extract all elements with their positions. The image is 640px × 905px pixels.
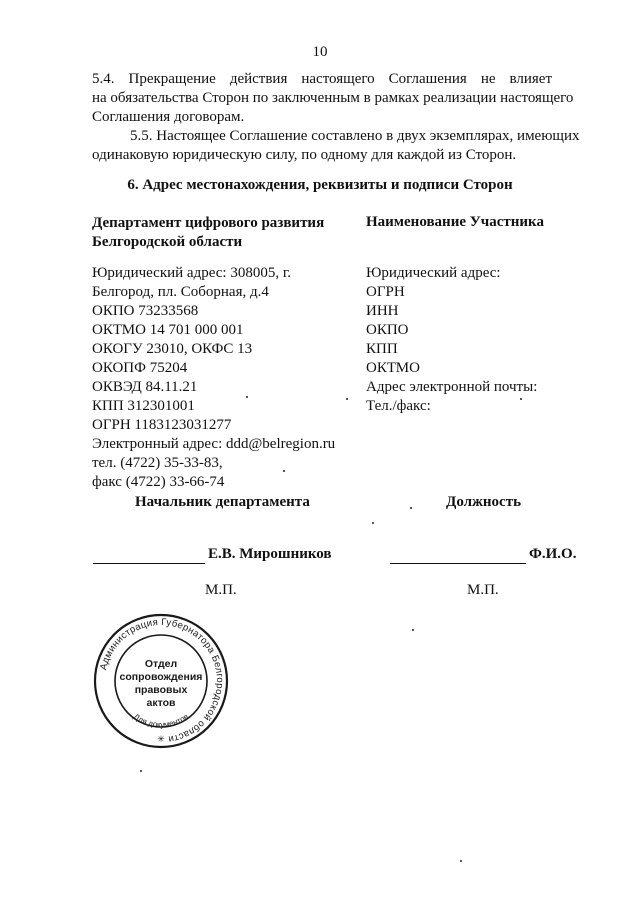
left-party-name-line: Департамент цифрового развития: [92, 215, 325, 231]
detail-line: Электронный адрес: ddd@belregion.ru: [92, 436, 336, 452]
right-position: Должность: [446, 494, 522, 510]
detail-line: ОГРН 1183123031277: [92, 417, 232, 433]
left-signature-line: [93, 563, 205, 564]
detail-line: ИНН: [366, 303, 399, 319]
clause-line: 5.4. Прекращение действия настоящего Соглашения не влияет: [92, 71, 552, 87]
left-seal-place: М.П.: [205, 582, 237, 598]
right-seal-place: М.П.: [467, 582, 499, 598]
detail-line: Тел./факс:: [366, 398, 431, 414]
left-party-name-line: Белгородской области: [92, 234, 243, 250]
page-number: 10: [312, 44, 328, 60]
clause-5-4: [92, 70, 574, 127]
stamp-ring-text: Администрация Губернатора Белгородской области: [98, 616, 226, 745]
left-party-details: [92, 264, 335, 492]
detail-line: КПП 312301001: [92, 398, 195, 414]
stamp-bottom-text: Для документов: [131, 712, 191, 730]
svg-text:✳: ✳: [157, 735, 165, 745]
clause-line: 5.5. Настоящее Соглашение составлено в двух экземплярах, имеющих: [130, 128, 580, 144]
detail-line: Адрес электронной почты:: [366, 379, 538, 395]
detail-line: ОКОПФ 75204: [92, 360, 188, 376]
right-party-details: [366, 264, 537, 416]
right-party-name: Наименование Участника: [366, 214, 544, 230]
detail-line: ОКПО: [366, 322, 409, 338]
stamp-seal-icon: [92, 612, 230, 750]
detail-line: Белгород, пл. Соборная, д.4: [92, 284, 269, 300]
detail-line: факс (4722) 33-66-74: [92, 474, 225, 490]
stamp-center-line: актов: [146, 697, 176, 709]
clause-5-5: [92, 127, 580, 165]
right-signature-line: [390, 563, 526, 564]
detail-line: Юридический адрес: 308005, г.: [92, 265, 292, 281]
left-signatory: Е.В. Мирошников: [208, 546, 332, 562]
detail-line: ОКТМО: [366, 360, 420, 376]
detail-line: ОГРН: [366, 284, 405, 300]
detail-line: ОКПО 73233568: [92, 303, 199, 319]
detail-line: тел. (4722) 35-33-83,: [92, 455, 223, 471]
detail-line: ОКТМО 14 701 000 001: [92, 322, 244, 338]
left-party-name: [92, 214, 324, 252]
left-position: Начальник департамента: [135, 494, 310, 510]
detail-line: Юридический адрес:: [366, 265, 501, 281]
clause-line: Соглашения договорам.: [92, 109, 245, 125]
stamp-center-line: сопровождения: [119, 671, 203, 683]
detail-line: ОКВЭД 84.11.21: [92, 379, 198, 395]
detail-line: КПП: [366, 341, 398, 357]
svg-text:Для документов: [132, 712, 190, 729]
section-title: 6. Адрес местонахождения, реквизиты и подписи Сторон: [127, 177, 513, 193]
right-signatory: Ф.И.О.: [529, 546, 577, 562]
detail-line: ОКОГУ 23010, ОКФС 13: [92, 341, 253, 357]
clause-line: одинаковую юридическую силу, по одному для каждой из Сторон.: [92, 147, 517, 163]
stamp-center-line: Отдел: [144, 658, 178, 670]
official-stamp: [92, 612, 230, 750]
clause-line: на обязательства Сторон по заключенным в рамках реализации настоящего: [92, 90, 574, 106]
stamp-center-line: правовых: [134, 684, 188, 696]
